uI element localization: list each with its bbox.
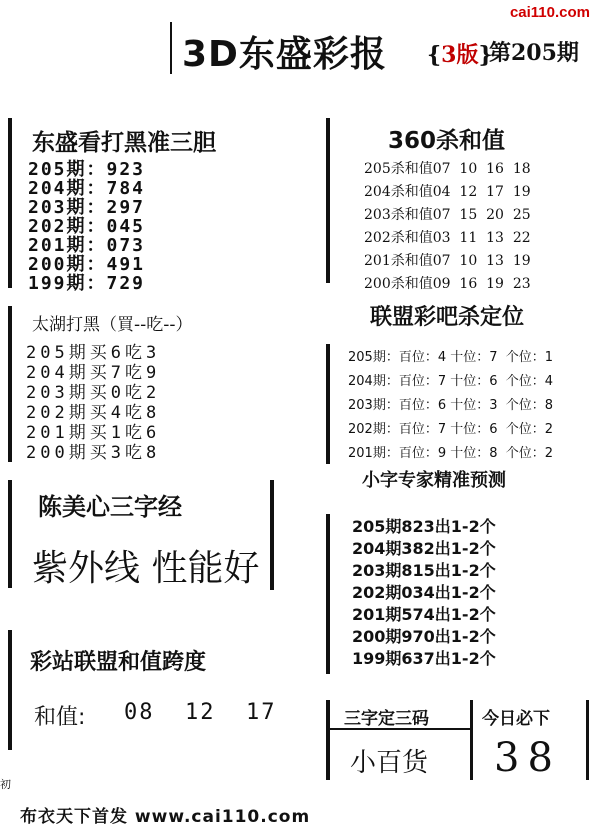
sum360-title: 360杀和值 — [388, 128, 506, 154]
taihu-row: 205期买6吃3 — [26, 343, 161, 363]
xiaozi-row: 205期823出1-2个 — [352, 517, 496, 536]
sum360-row: 201杀和值07 10 13 19 — [364, 253, 531, 269]
edition-number: 3版 — [441, 42, 479, 68]
lianmeng-row: 203期：百位：6 十位：3 个位：8 — [348, 398, 554, 413]
xiaozi-row: 201期574出1-2个 — [352, 605, 496, 624]
lianmeng-row: 204期：百位：7 十位：6 个位：4 — [348, 374, 554, 389]
page-header — [170, 22, 580, 74]
corner-mark: 初 — [0, 778, 11, 791]
xiaozi-row: 204期382出1-2个 — [352, 539, 496, 558]
site-watermark: cai110.com — [509, 4, 590, 21]
right-border-2 — [326, 344, 330, 464]
dongsheng-row: 203期：297 — [28, 197, 146, 218]
caizhan-label: 和值: — [34, 705, 86, 730]
xiaozi-row: 199期637出1-2个 — [352, 649, 496, 668]
dongsheng-title: 东盛看打黑准三胆 — [32, 130, 216, 156]
chen-title: 陈美心三字经 — [38, 492, 182, 521]
footer-text: 布衣天下首发 www.cai110.com — [20, 807, 311, 827]
edition-label — [427, 38, 493, 69]
dongsheng-row: 199期：729 — [28, 273, 146, 294]
right-border-4 — [326, 700, 330, 780]
right-border-1 — [326, 118, 330, 283]
xiaozi-row: 203期815出1-2个 — [352, 561, 496, 580]
today-title: 今日必下 — [482, 709, 550, 729]
taihu-row: 202期买4吃8 — [26, 403, 161, 423]
edition-open: { — [427, 42, 442, 68]
caizhan-values: 08 12 17 — [124, 700, 277, 725]
lianmeng-row: 201期：百位：9 十位：8 个位：2 — [348, 446, 554, 461]
today-value: 38 — [494, 735, 561, 781]
period-label: 第205期 — [489, 40, 579, 66]
dongsheng-row: 205期：923 — [28, 159, 146, 180]
sanzi-title: 三字定三码 — [344, 709, 429, 729]
left-border-5 — [270, 480, 274, 590]
taihu-title: 太湖打黑（買--吃--） — [32, 315, 193, 335]
left-border-1 — [8, 118, 12, 288]
sum360-row: 202杀和值03 11 13 22 — [364, 230, 531, 246]
sum360-row: 205杀和值07 10 16 18 — [364, 161, 531, 177]
xiaozi-title: 小字专家精准预测 — [362, 470, 506, 491]
caizhan-title: 彩站联盟和值跨度 — [30, 649, 207, 675]
lianmeng-row: 202期：百位：7 十位：6 个位：2 — [348, 422, 554, 437]
sum360-row: 200杀和值09 16 19 23 — [364, 276, 531, 292]
dongsheng-row: 200期：491 — [28, 254, 146, 275]
dongsheng-row: 202期：045 — [28, 216, 146, 237]
page-title: 3D东盛彩报 — [182, 34, 387, 75]
left-border-4 — [8, 630, 12, 750]
header-divider — [170, 22, 172, 74]
xiaozi-row: 202期034出1-2个 — [352, 583, 496, 602]
lianmeng-title: 联盟彩吧杀定位 — [370, 304, 525, 330]
xiaozi-row: 200期970出1-2个 — [352, 627, 496, 646]
box-divider — [470, 700, 473, 780]
sum360-row: 204杀和值04 12 17 19 — [364, 184, 531, 200]
chen-text: 紫外线 性能好 — [32, 548, 260, 589]
dongsheng-row: 201期：073 — [28, 235, 146, 256]
box-right-border — [586, 700, 589, 780]
taihu-row: 203期买0吃2 — [26, 383, 161, 403]
edition-close: } — [478, 42, 493, 68]
sum360-row: 203杀和值07 15 20 25 — [364, 207, 531, 223]
right-border-3 — [326, 514, 330, 674]
sanzi-text: 小百货 — [350, 748, 429, 778]
lianmeng-row: 205期：百位：4 十位：7 个位：1 — [348, 350, 554, 365]
left-border-2 — [8, 306, 12, 462]
taihu-row: 200期买3吃8 — [26, 443, 161, 463]
taihu-row: 204期买7吃9 — [26, 363, 161, 383]
dongsheng-row: 204期：784 — [28, 178, 146, 199]
taihu-row: 201期买1吃6 — [26, 423, 161, 443]
left-border-3 — [8, 480, 12, 588]
